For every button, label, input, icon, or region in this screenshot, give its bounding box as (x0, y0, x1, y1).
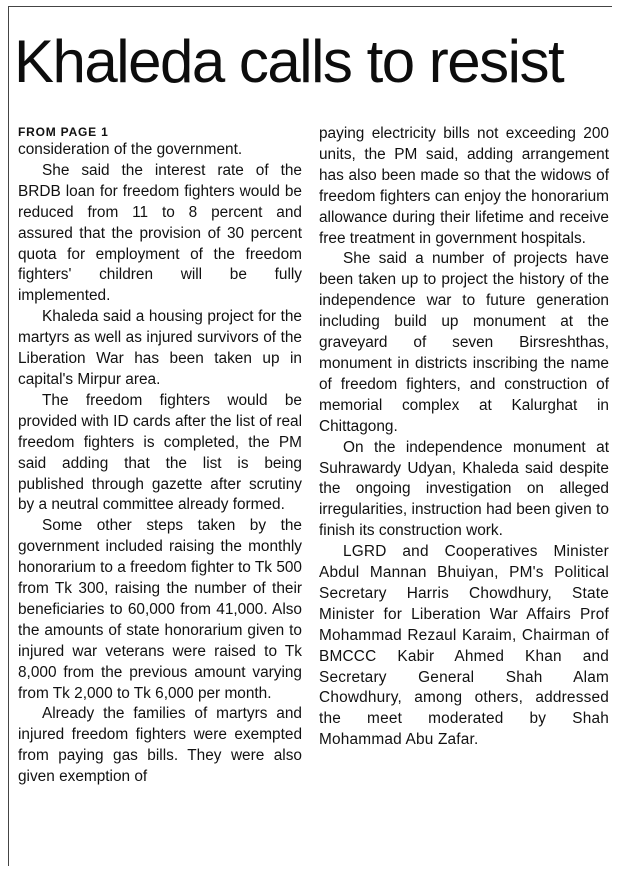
article-headline: Khaleda calls to resist (14, 28, 564, 95)
paragraph: Khaleda said a housing project for the martyrs as well as injured survivors of the Liberation War has been taken up in capital's Mirpur area. (18, 308, 302, 388)
paragraph: She said a number of projects have been taken up to project the history of the independence war to future generation including build up monument at the graveyard of seven Birsreshthas, monument in districts inscribing the name of freedom fighters, and construction of memorial complex at Kalurghat in Chittagong. (319, 250, 609, 435)
paragraph: paying electricity bills not exceeding 200 units, the PM said, adding arrangement has also been made so that the widows of freedom fighters can enjoy the honorarium allowance during their lifetime and receive free treatment in government hospitals. (319, 125, 609, 247)
article-column-left (18, 124, 302, 788)
paragraph: She said the interest rate of the BRDB loan for freedom fighters would be reduced from 11 to 8 percent and assured that the provision of 30 percent quota for employment of the freedom fighters' children will be fully implemented. (18, 161, 302, 305)
paragraph: consideration of the government. (18, 141, 243, 158)
article-column-right (319, 124, 609, 751)
paragraph: The freedom fighters would be provided with ID cards after the list of real freedom fighters is completed, the PM said adding that the list is being published through gazette after scrutiny by a neutral committee already formed. (18, 391, 302, 514)
continuation-kicker: FROM PAGE 1 (18, 125, 109, 139)
paragraph: On the independence monument at Suhrawardy Udyan, Khaleda said despite the ongoing investigation on alleged irregularities, instruction had been given to finish its construction work. (319, 438, 609, 540)
paragraph: LGRD and Cooperatives Minister Abdul Mannan Bhuiyan, PM's Political Secretary Harris Chowdhury, State Minister for Liberation War Affairs Prof Mohammad Rezaul Karaim, Chairman of BMCCC Kabir Ahmed Khan and Secretary General Shah Alam Chowdhury, among others, addressed the meet moderated by Shah Mohammad Abu Zafar. (319, 543, 609, 749)
top-border-rule (8, 6, 612, 7)
paragraph: Some other steps taken by the government included raising the monthly honorarium to a freedom fighter to Tk 500 from Tk 300, raising the number of their beneficiaries to 60,000 from 41,000. Also the amounts of state honorarium given to injured war veterans were raised to Tk 8,000 from the previous amount varying from Tk 2,000 to Tk 6,000 per month. (18, 517, 302, 702)
left-border-rule (8, 6, 9, 866)
paragraph: Already the families of martyrs and injured freedom fighters were exempted from paying gas bills. They were also given exemption of (18, 705, 302, 786)
